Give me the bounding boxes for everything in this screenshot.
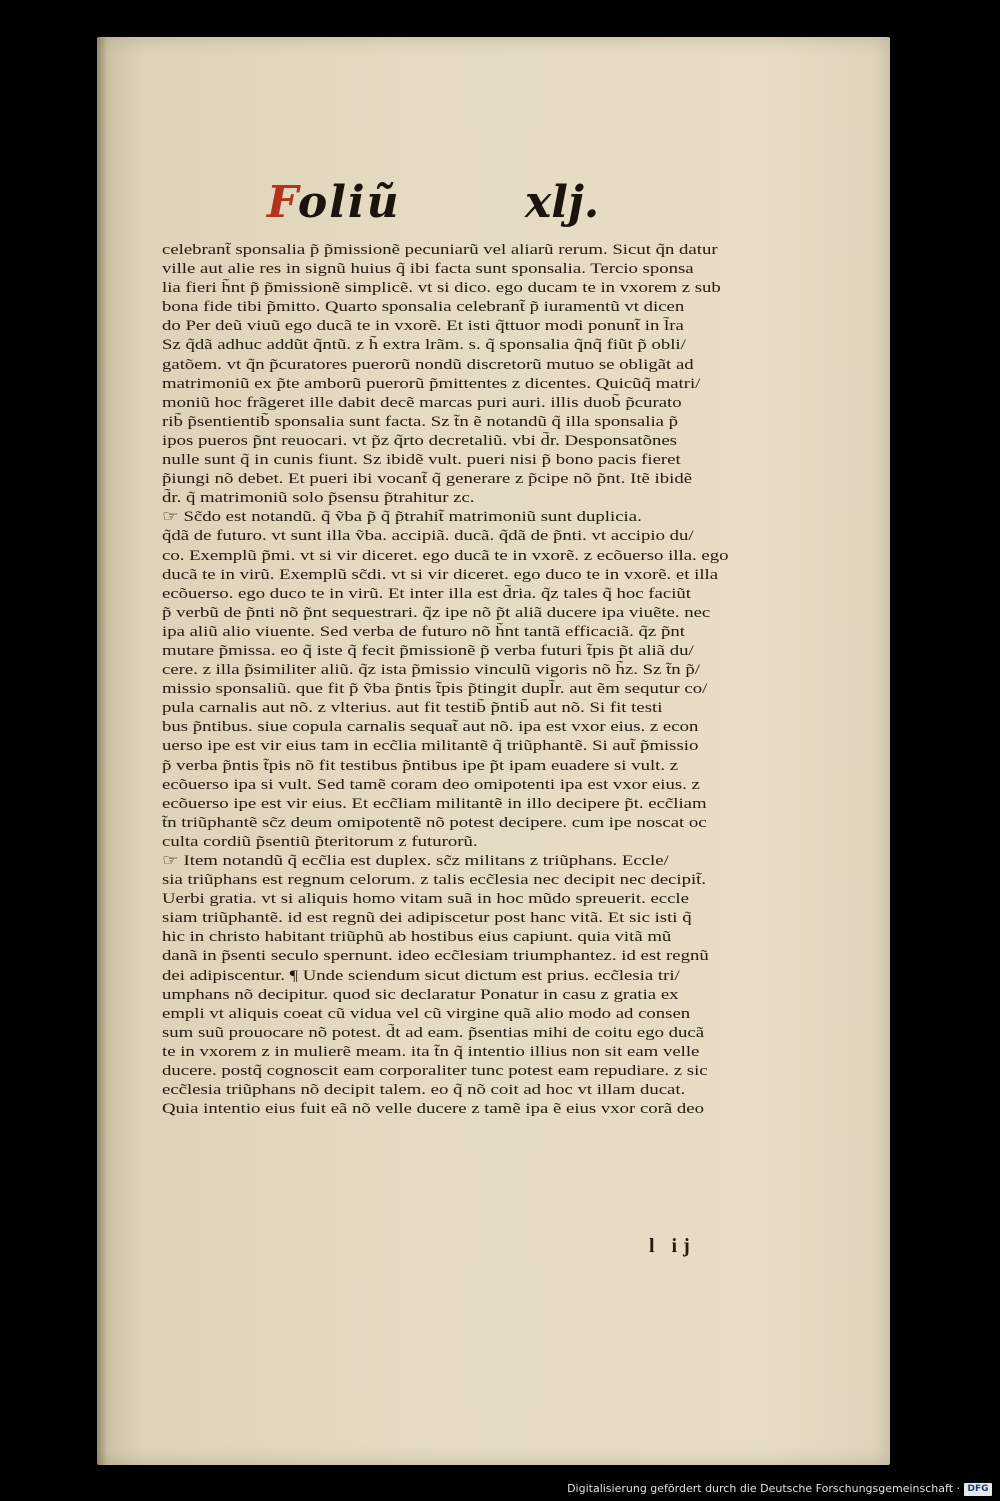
dfg-credit-text: Digitalisierung gefördert durch die Deutsche Forschungsgemeinschaft · (567, 1482, 960, 1495)
text-line: cere. z illa p̃similiter aliũ. q̃z ista p̃missio vinculũ vigoris nõ h̃z. Sz t̃n p̃/ (162, 662, 700, 679)
text-line: ecõuerso ipa si vult. Sed tamẽ coram deo omipotenti ipa est vxor eius. z (162, 776, 700, 793)
text-line: moniũ hoc frãgeret ille dabit decẽ marcas puri auri. illis duob̃ p̃curato (162, 394, 682, 411)
text-line: uerso ipe est vir eius tam in ecc̃lia militantẽ q̃ triũphantẽ. Si aut̃ p̃missio (162, 738, 699, 755)
text-line: Quia intentio eius fuit eã nõ velle ducere z tamẽ ipa ẽ eius vxor corã deo (162, 1101, 704, 1118)
text-line: p̃ verbũ de p̃nti nõ p̃nt sequestrari. q̃z ipe nõ p̃t aliã ducere ipa viuẽte. nec (162, 604, 711, 621)
book-page (97, 37, 890, 1465)
text-line: do Per deũ viuũ ego ducã te in vxorẽ. Et isti q̃ttuor modi ponunt̃ in l̃ra (162, 318, 684, 335)
text-line: dei adipiscentur. ¶ Unde sciendum sicut dictum est prius. ecc̃lesia tri/ (162, 967, 680, 984)
text-line: ecc̃lesia triũphans nõ decipit talem. eo q̃ nõ coit ad hoc vt illam ducat. (162, 1082, 686, 1099)
text-line: ☞ Item notandũ q̃ ecc̃lia est duplex. sc̃z militans z triũphans. Eccle/ (162, 853, 669, 869)
text-line: ☞ Sc̃do est notandũ. q̃ ṽba p̃ q̃ p̃trahit̃ matrimoniũ sunt duplicia. (162, 509, 642, 526)
folio-number: xlj. (525, 177, 600, 228)
text-line: d̃r. q̃ matrimoniũ solo p̃sensu p̃trahitur zc. (162, 490, 475, 507)
text-line: ipa aliũ alio viuente. Sed verba de futuro nõ h̃nt tantã efficaciã. q̃z p̃nt (162, 623, 685, 640)
text-line: hic in christo habitant triũphũ ab hostibus eius capiunt. quia vitã mũ (162, 929, 672, 946)
text-line: te in vxorem z in mulierẽ meam. ita t̃n q̃ intentio illius non sit eam velle (162, 1043, 700, 1060)
text-line: ecõuerso. ego duco te in virũ. Et inter illa est d̃ria. q̃z tales q̃ hoc faciũt (162, 585, 691, 602)
text-line: ville aut alie res in signũ huius q̃ ibi facta sunt sponsalia. Tercio sponsa (162, 261, 694, 278)
text-line: ducere. postq̃ cognoscit eam corporaliter tunc potest eam repudiare. z sic (162, 1063, 708, 1080)
text-line: ducã te in virũ. Exemplũ sc̃di. vt si vir diceret. ego duco te in vxorẽ. et illa (162, 566, 719, 583)
text-line: missio sponsaliũ. que fit p̃ ṽba p̃ntis t̃pis p̃tingit dupl̃r. aut ẽm sequtur co/ (162, 681, 708, 698)
text-line: culta cordiũ p̃sentiũ p̃teritorum z futurorũ. (162, 833, 478, 850)
digitization-credit-bar (0, 1475, 1000, 1501)
dfg-logo: DFG (964, 1483, 992, 1496)
folio-label-rest: oliũ (297, 177, 401, 228)
text-line: sia triũphans est regnum celorum. z talis ecc̃lesia nec decipit nec decipit̃. (162, 872, 707, 889)
text-line: lia fieri h̃nt p̃ p̃missionẽ simplicẽ. vt si dico. ego ducam te in vxorem z sub (162, 280, 721, 297)
page-header (267, 177, 607, 237)
text-line: ecõuerso ipe est vir eius. Et ecc̃liam militantẽ in illo decipere p̃t. ecc̃liam (162, 795, 707, 812)
text-line: pula carnalis aut nõ. z vlterius. aut fit testib̃ p̃ntib̃ aut nõ. Si fit testi (162, 700, 663, 717)
text-line: p̃iungi nõ debet. Et pueri ibi vocant̃ q̃ generare z p̃cipe nõ p̃nt. Itẽ ibidẽ (162, 471, 693, 488)
text-line: ipos pueros p̃nt reuocari. vt p̃z q̃rto decretaliũ. vbi d̃r. Desponsatõnes (162, 432, 677, 449)
text-line: danã in p̃senti seculo spernunt. ideo ecc̃lesiam triumphantez. id est regnũ (162, 948, 709, 965)
text-line: Sz q̃dã adhuc addũt q̃ntũ. z h̃ extra lrãm. s. q̃ sponsalia q̃nq̃ fiũt p̃ obli/ (162, 337, 686, 354)
text-line: mutare p̃missa. eo q̃ iste q̃ fecit p̃missionẽ p̃ verba futuri t̃pis p̃t aliã du/ (162, 642, 694, 659)
signature-mark: l ij (649, 1235, 696, 1257)
text-line: matrimoniũ ex p̃te amborũ puerorũ p̃mittentes z dicentes. Quicũq̃ matri/ (162, 375, 701, 392)
text-line: gatõem. vt q̃n p̃curatores puerorũ nondũ discretorũ mutuo se obligãt ad (162, 356, 694, 373)
text-line: sum suũ prouocare nõ potest. d̃t ad eam. p̃sentias mihi de coitu ego ducã (162, 1024, 705, 1041)
page-gutter-shadow (97, 37, 107, 1465)
text-line: p̃ verba p̃ntis t̃pis nõ fit testibus p̃ntibus ipe p̃t ipam euadere si vult. z (162, 757, 679, 774)
body-text (162, 241, 777, 1119)
text-line: empli vt aliquis coeat cũ vidua vel cũ virgine quã alio modo ad consen (162, 1005, 691, 1022)
text-line: umphans nõ decipitur. quod sic declaratur Ponatur in casu z gratia ex (162, 986, 679, 1003)
folio-rubric-initial: F (267, 177, 298, 228)
text-line: siam triũphantẽ. id est regnũ dei adipiscetur post hanc vitã. Et sic isti q̃ (162, 910, 692, 927)
text-line: Uerbi gratia. vt si aliquis homo vitam suã in hoc mũdo spreuerit. eccle (162, 891, 689, 908)
text-line: nulle sunt q̃ in cunis fiunt. Sz ibidẽ vult. pueri nisi p̃ bono pacis fieret (162, 452, 681, 469)
text-line: bus p̃ntibus. siue copula carnalis sequat̃ aut nõ. ipa est vxor eius. z econ (162, 719, 699, 736)
text-line: co. Exemplũ p̃mi. vt si vir diceret. ego ducã te in vxorẽ. z ecõuerso illa. ego (162, 547, 729, 564)
text-line: rib̃ p̃sentientib̃ sponsalia sunt facta. Sz t̃n ẽ notandũ q̃ illa sponsalia p̃ (162, 413, 679, 430)
text-line: celebrant̃ sponsalia p̃ p̃missionẽ pecuniarũ vel aliarũ rerum. Sicut q̃n datur (162, 242, 718, 258)
text-line: q̃dã de futuro. vt sunt illa ṽba. accipiã. ducã. q̃dã de p̃nti. vt accipio du/ (162, 528, 694, 545)
folio-label (267, 177, 401, 228)
text-line: bona fide tibi p̃mitto. Quarto sponsalia celebrant̃ p̃ iuramentũ vt dicen (162, 299, 685, 316)
text-line: t̃n triũphantẽ sc̃z deum omipotentẽ nõ potest decipere. cum ipe noscat oc (162, 814, 707, 831)
